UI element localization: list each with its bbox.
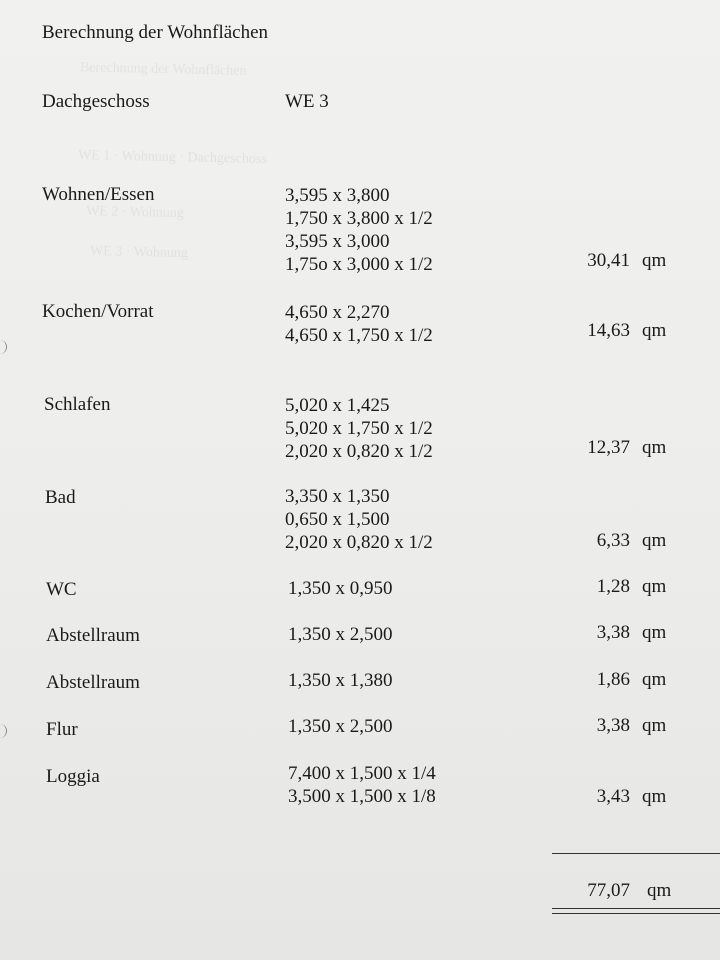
room-calculation bbox=[285, 184, 433, 276]
area-unit: qm bbox=[642, 437, 667, 458]
area-unit: qm bbox=[642, 320, 667, 341]
calc-line: 1,750 x 3,800 x 1/2 bbox=[285, 208, 433, 229]
total-unit: qm bbox=[647, 880, 672, 901]
room-area: 1,28 bbox=[596, 576, 630, 597]
room-name: Abstellraum bbox=[46, 672, 140, 693]
calc-line: 1,350 x 2,500 bbox=[288, 624, 393, 645]
bleed-through-text: Berechnung der Wohnflächen bbox=[79, 60, 247, 79]
room-name: WC bbox=[46, 579, 77, 600]
room-calculation bbox=[288, 669, 393, 692]
room-calculation bbox=[285, 485, 433, 554]
punch-hole-mark bbox=[0, 340, 7, 354]
calc-line: 2,020 x 0,820 x 1/2 bbox=[285, 441, 433, 462]
calc-line: 1,350 x 0,950 bbox=[288, 578, 393, 599]
calc-line: 5,020 x 1,750 x 1/2 bbox=[285, 418, 433, 439]
room-name: Loggia bbox=[46, 766, 100, 787]
room-area: 3,38 bbox=[596, 715, 630, 736]
total-double-rule bbox=[552, 908, 720, 914]
room-area: 1,86 bbox=[596, 669, 630, 690]
total-area: 77,07 bbox=[587, 880, 630, 901]
calc-line: 3,500 x 1,500 x 1/8 bbox=[288, 786, 436, 807]
room-name: Flur bbox=[46, 719, 78, 740]
room-name: Schlafen bbox=[44, 394, 111, 415]
calc-line: 4,650 x 1,750 x 1/2 bbox=[285, 325, 433, 346]
area-unit: qm bbox=[642, 622, 667, 643]
calc-line: 3,350 x 1,350 bbox=[285, 486, 390, 507]
room-calculation bbox=[288, 623, 393, 646]
room-calculation bbox=[288, 577, 393, 600]
calc-line: 7,400 x 1,500 x 1/4 bbox=[288, 763, 436, 784]
bleed-through-text: WE 3 · Wohnung bbox=[89, 243, 188, 262]
room-area: 6,33 bbox=[596, 530, 630, 551]
room-calculation bbox=[285, 394, 433, 463]
room-area: 14,63 bbox=[587, 320, 630, 341]
area-unit: qm bbox=[642, 786, 667, 807]
room-area: 12,37 bbox=[587, 437, 630, 458]
area-unit: qm bbox=[642, 250, 667, 271]
calc-line: 1,75o x 3,000 x 1/2 bbox=[285, 254, 433, 275]
room-name: Bad bbox=[45, 487, 76, 508]
room-area: 3,43 bbox=[596, 786, 630, 807]
room-name: Kochen/Vorrat bbox=[42, 301, 154, 322]
room-name: Abstellraum bbox=[46, 625, 140, 646]
room-calculation bbox=[285, 301, 433, 347]
calc-line: 2,020 x 0,820 x 1/2 bbox=[285, 532, 433, 553]
unit-label: WE 3 bbox=[285, 91, 329, 112]
room-area: 30,41 bbox=[587, 250, 630, 271]
area-unit: qm bbox=[642, 576, 667, 597]
area-unit: qm bbox=[642, 530, 667, 551]
area-unit: qm bbox=[642, 715, 667, 736]
bleed-through-text: WE 1 · Wohnung · Dachgeschoss bbox=[77, 148, 267, 167]
calc-line: 3,595 x 3,000 bbox=[285, 231, 390, 252]
punch-hole-mark bbox=[0, 724, 7, 738]
sum-rule bbox=[552, 853, 720, 854]
room-name: Wohnen/Essen bbox=[42, 184, 155, 205]
room-calculation bbox=[288, 715, 393, 738]
calc-line: 4,650 x 2,270 bbox=[285, 302, 390, 323]
area-unit: qm bbox=[642, 669, 667, 690]
calc-line: 1,350 x 2,500 bbox=[288, 716, 393, 737]
bleed-through-text: WE 2 · Wohnung bbox=[85, 203, 184, 222]
page-title: Berechnung der Wohnflächen bbox=[42, 22, 269, 43]
calc-line: 3,595 x 3,800 bbox=[285, 185, 390, 206]
floor-label: Dachgeschoss bbox=[42, 91, 150, 112]
calc-line: 5,020 x 1,425 bbox=[285, 395, 390, 416]
calc-line: 1,350 x 1,380 bbox=[288, 670, 393, 691]
room-area: 3,38 bbox=[596, 622, 630, 643]
calc-line: 0,650 x 1,500 bbox=[285, 509, 390, 530]
room-calculation bbox=[288, 762, 436, 808]
